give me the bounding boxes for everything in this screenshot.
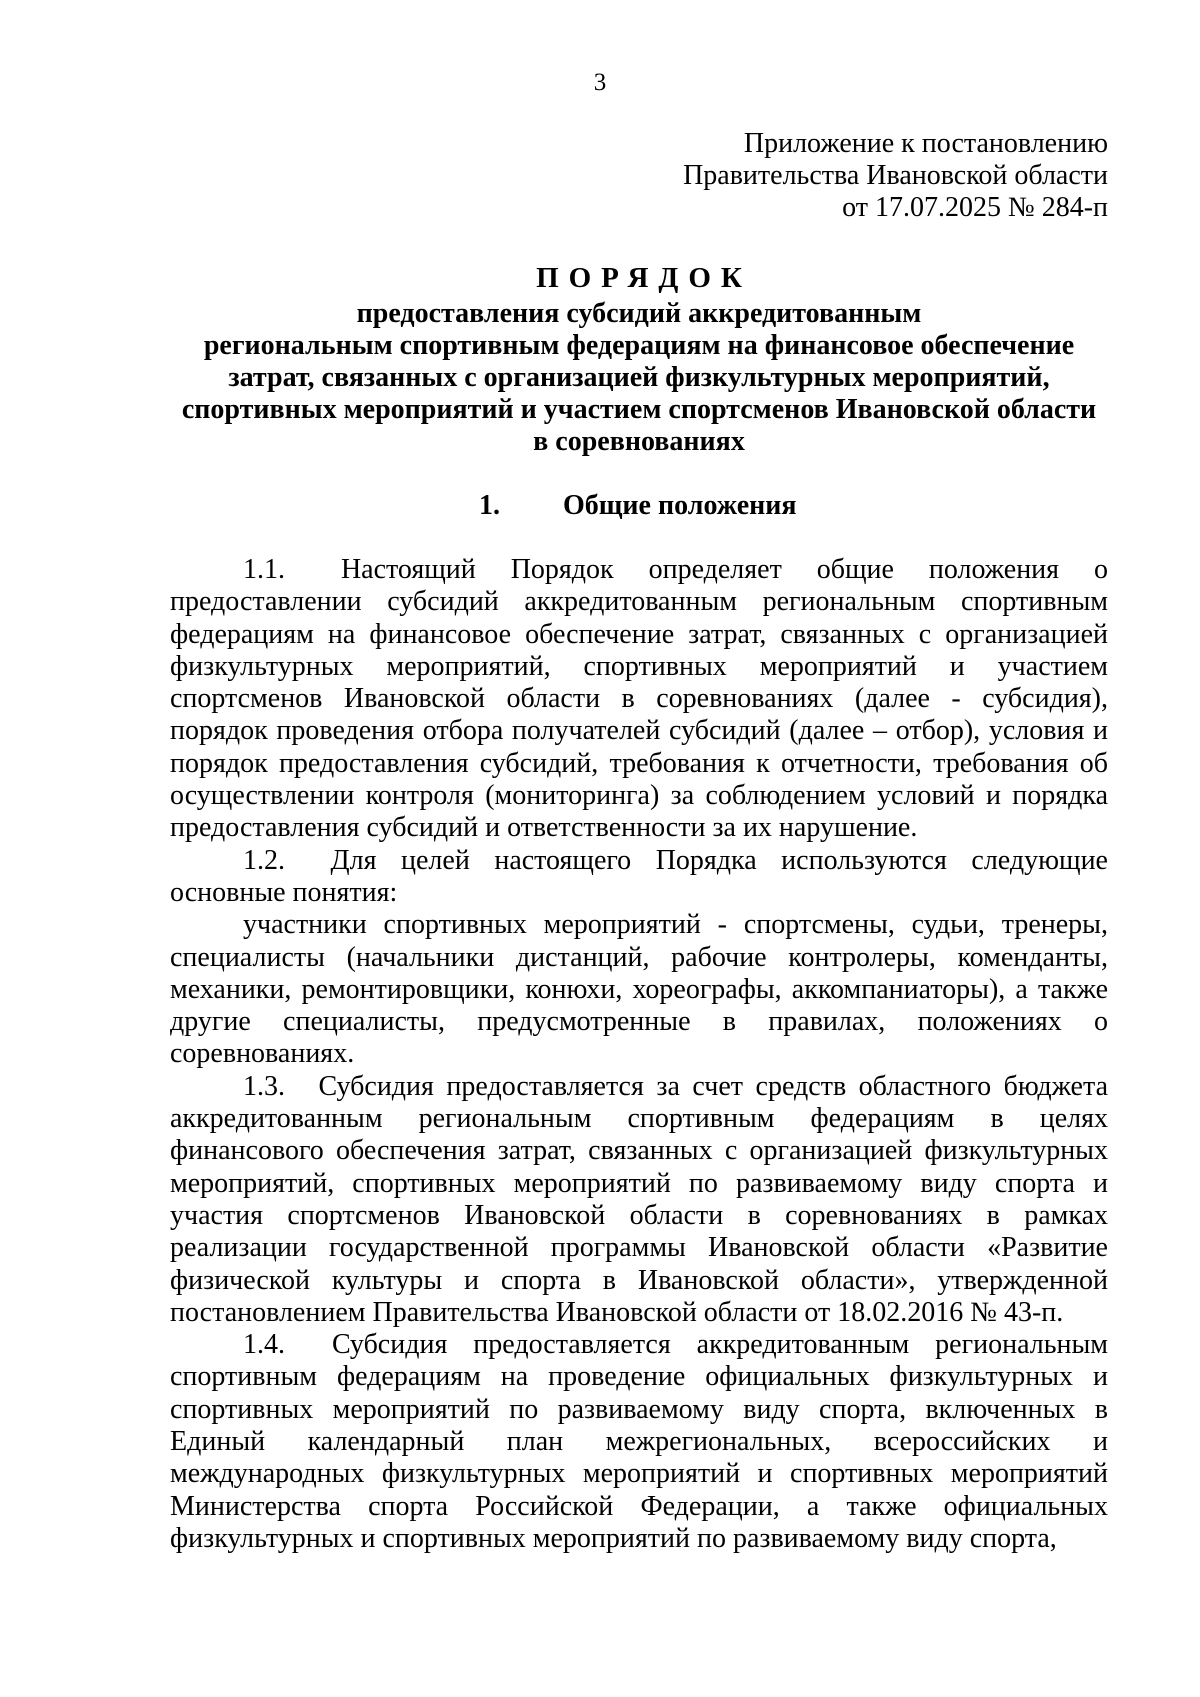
appendix-line-2: Правительства Ивановской области	[683, 160, 1108, 191]
paragraph-1-2	[170, 845, 1108, 910]
clause-number: 1.1.	[243, 554, 285, 585]
paragraph-1-1	[170, 554, 1108, 845]
clause-number: 1.2.	[243, 844, 285, 876]
document-subtitle-line: предоставления субсидий аккредитованным	[356, 298, 922, 329]
appendix-line-1: Приложение к постановлению	[743, 128, 1108, 159]
document-subtitle-line: затрат, связанных с организацией физкультурных мероприятий,	[228, 362, 1050, 393]
paragraph-text: участники спортивных мероприятий - спортсмены, судьи, тренеры, специалисты (начальники дистанций, рабочие контролеры, коменданты, механики, ремонтировщики, конюхи, хореографы, аккомпаниаторы), а также другие специалисты, предусмотренные в правилах, положениях о соревнованиях.	[170, 909, 1108, 1070]
clause-number: 1.3.	[243, 1070, 285, 1102]
paragraph-text: Настоящий Порядок определяет общие положения о предоставлении субсидий аккредитованным региональным спортивным федерациям на финансовое обеспечение затрат, связанных с организацией физкультурных мероприятий, спортивных мероприятий и участием спортсменов Ивановской области в соревнованиях (далее - субсидия), порядок проведения отбора получателей субсидий (далее – отбор), условия и порядок предоставления субсидий, требования к отчетности, требования об осуществлении контроля (мониторинга) за соблюдением условий и порядка предоставления субсидий и ответственности за их нарушение.	[170, 554, 1108, 844]
page-number: 3	[593, 69, 607, 96]
document-title: ПОРЯДОК	[536, 262, 752, 294]
document-subtitle-line: спортивных мероприятий и участием спортсменов Ивановской области	[181, 394, 1097, 425]
paragraph-text: Субсидия предоставляется за счет средств областного бюджета аккредитованным региональным спортивным федерациям в целях финансового обеспечения затрат, связанных с организацией физкультурных мероприятий, спортивных мероприятий по развиваемому виду спорта и участия спортсменов Ивановской области в соревнованиях в рамках реализации государственной программы Ивановской области «Развитие физической культуры и спорта в Ивановской области», утвержденной постановлением Правительства Ивановской области от 18.02.2016 № 43-п.	[170, 1070, 1108, 1328]
paragraph-text: Для целей настоящего Порядка используются следующие основные понятия:	[170, 844, 1108, 908]
paragraph-1-3	[170, 1071, 1108, 1329]
section-title: Общие положения	[563, 490, 797, 521]
clause-number: 1.4.	[243, 1329, 285, 1361]
section-number: 1.	[479, 490, 500, 521]
document-subtitle-line: региональным спортивным федерациям на финансовое обеспечение	[203, 330, 1075, 361]
paragraph-1-4	[170, 1329, 1108, 1555]
document-title-block	[170, 262, 1108, 458]
section-heading	[479, 490, 797, 522]
appendix-reference	[548, 128, 1108, 224]
appendix-line-3: от 17.07.2025 № 284-п	[842, 192, 1108, 223]
document-body	[170, 554, 1108, 1555]
paragraph-text: Субсидия предоставляется аккредитованным региональным спортивным федерациям на проведение официальных физкультурных и спортивных мероприятий по развиваемому виду спорта, включенных в Единый календарный план межрегиональных, всероссийских и международных физкультурных мероприятий и спортивных мероприятий Министерства спорта Российской Федерации, а также официальных физкультурных и спортивных мероприятий по развиваемому виду спорта,	[170, 1329, 1108, 1554]
document-subtitle-line: в соревнованиях	[533, 426, 745, 457]
definition-paragraph	[170, 909, 1108, 1070]
